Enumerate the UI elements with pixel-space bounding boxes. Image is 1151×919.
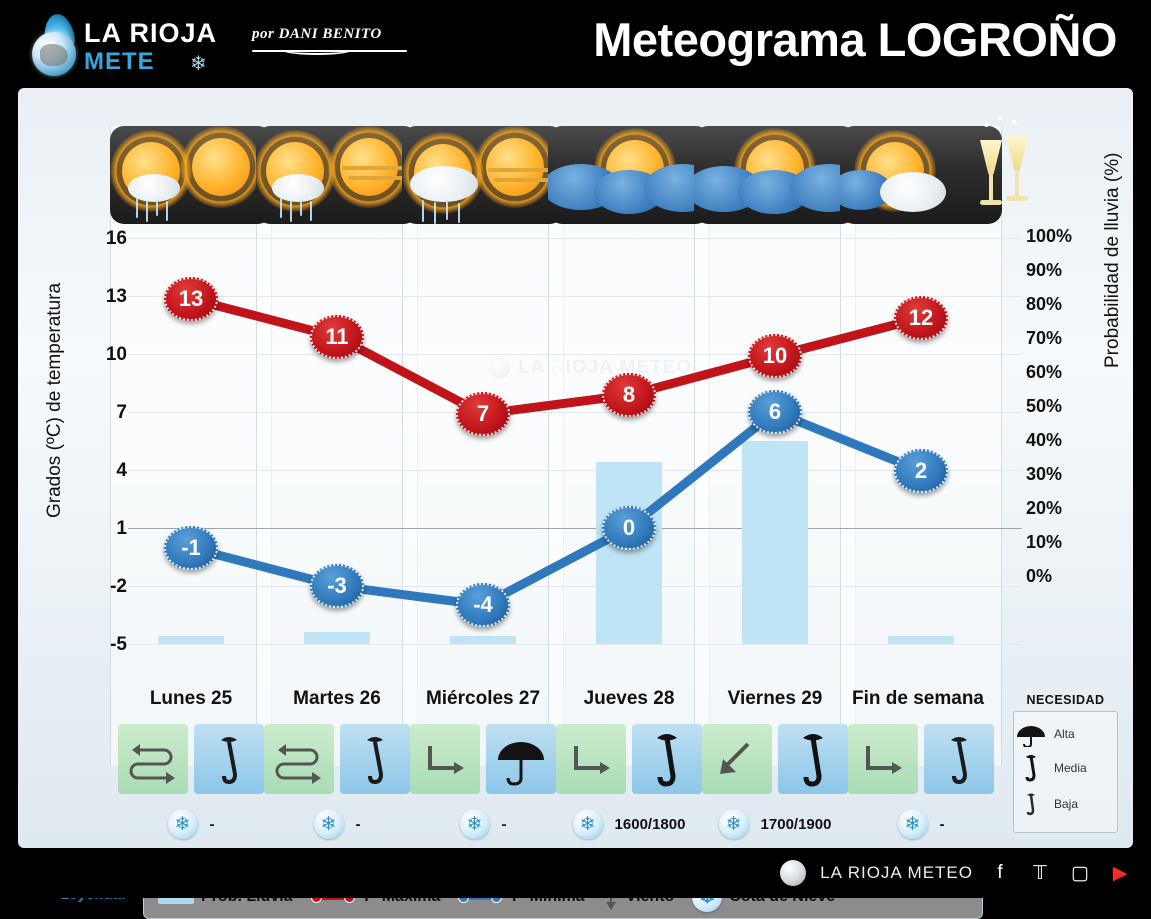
necesidad-item-media <box>1014 752 1119 783</box>
sun-icon <box>486 138 544 196</box>
tmax-node-0: 13 <box>164 277 218 321</box>
wind-box-2 <box>410 724 480 794</box>
brand-logo <box>22 8 242 80</box>
tmin-node-1: -3 <box>310 564 364 608</box>
y-tick-1: 1 <box>116 518 127 539</box>
tmin-node-5: 2 <box>894 449 948 493</box>
rain-icon <box>146 200 148 222</box>
day-label-2: Miércoles 27 <box>425 688 541 709</box>
umbrella-box-0 <box>194 724 264 794</box>
tmin-node-2: -4 <box>456 583 510 627</box>
rain-icon <box>422 200 424 222</box>
snow-level-0: - <box>209 815 215 833</box>
necesidad-box <box>1013 711 1118 833</box>
champagne-icon <box>968 118 1038 238</box>
tmin-node-4: 6 <box>748 390 802 434</box>
umbrella-box-3 <box>632 724 702 794</box>
temperature-lines <box>128 226 1022 674</box>
day-label-0: Lunes 25 <box>149 688 233 709</box>
day-label-1: Martes 26 <box>293 688 381 709</box>
snow-row-3 <box>548 802 710 846</box>
y-tick-10: 10 <box>105 344 127 365</box>
rain-icon <box>300 198 302 216</box>
rain-icon <box>458 203 460 223</box>
meteogram-panel <box>18 88 1133 848</box>
necesidad-title: NECESIDAD <box>1026 693 1105 707</box>
globe-icon <box>32 32 76 76</box>
y2-tick-10: 10% <box>1026 532 1063 552</box>
y2-tick-70: 70% <box>1026 328 1063 348</box>
y-tick-16: 16 <box>105 228 127 249</box>
wind-icon <box>488 168 550 172</box>
umbrella-box-1 <box>340 724 410 794</box>
snowflake-icon: ❄ <box>573 809 603 839</box>
snowflake-icon: ❄ <box>190 53 207 75</box>
y2-tick-30: 30% <box>1026 464 1063 484</box>
author-underline <box>252 50 407 52</box>
page-footer <box>0 848 1151 898</box>
y2-tick-90: 90% <box>1026 260 1063 280</box>
logo-line2: METE <box>84 48 155 75</box>
y2-tick-50: 50% <box>1026 396 1063 416</box>
day-label-4: Viernes 29 <box>727 688 823 709</box>
wind-icon <box>342 166 404 170</box>
necesidad-label-alta: Alta <box>1054 726 1075 741</box>
y2-tick-100: 100% <box>1026 226 1073 246</box>
day-label-5: Fin de semana <box>852 688 984 709</box>
necesidad-legend <box>1013 693 1118 838</box>
snow-row-1 <box>256 802 418 846</box>
tmin-node-3: 0 <box>602 506 656 550</box>
snow-level-2: - <box>501 815 507 833</box>
necesidad-item-alta <box>1014 718 1119 749</box>
y2-tick-0: 0% <box>1026 566 1053 586</box>
wind-box-3 <box>556 724 626 794</box>
rain-icon <box>136 198 138 218</box>
rain-icon <box>434 202 436 224</box>
y2-tick-20: 20% <box>1026 498 1063 518</box>
cloud-icon <box>410 166 478 202</box>
page-title: Meteograma LOGROÑO <box>593 13 1117 66</box>
twitter-icon[interactable]: 𝕋 <box>1033 862 1047 884</box>
tmax-node-3: 8 <box>602 373 656 417</box>
snow-level-4: 1700/1900 <box>760 815 832 833</box>
umbrella-small-icon <box>1014 790 1048 818</box>
weather-icon-box-1 <box>256 126 418 224</box>
rain-icon <box>446 200 448 220</box>
snow-row-4 <box>694 802 856 846</box>
necesidad-item-baja <box>1014 788 1119 819</box>
snow-cloud-icon <box>880 172 946 212</box>
umbrella-open-icon <box>1014 721 1048 747</box>
snowflake-icon: ❄ <box>168 809 198 839</box>
necesidad-label-baja: Baja <box>1054 796 1079 811</box>
tmin-node-0: -1 <box>164 526 218 570</box>
y-tick-m5: -5 <box>110 634 127 655</box>
y2-tick-40: 40% <box>1026 430 1063 450</box>
necesidad-label-media: Media <box>1054 760 1087 775</box>
tmax-node-1: 11 <box>310 315 364 359</box>
tmax-node-5: 12 <box>894 296 948 340</box>
snow-row-0 <box>110 802 272 846</box>
rain-icon <box>156 198 158 216</box>
snowflake-icon: ❄ <box>314 809 344 839</box>
snow-level-5: - <box>939 815 945 833</box>
tmax-node-2: 7 <box>456 392 510 436</box>
snowflake-icon: ❄ <box>719 809 749 839</box>
snowflake-icon: ❄ <box>898 809 928 839</box>
sun-icon <box>192 138 250 196</box>
y-tick-13: 13 <box>105 286 127 307</box>
page-header <box>0 0 1151 88</box>
umbrella-box-2 <box>486 724 556 794</box>
y2-tick-60: 60% <box>1026 362 1063 382</box>
logo-line1: LA RIOJA <box>84 18 218 48</box>
weather-icon-box-2 <box>402 126 564 224</box>
wind-icon <box>494 178 550 182</box>
rain-icon <box>280 198 282 218</box>
day-label-3: Jueves 28 <box>583 688 675 709</box>
snow-row-5 <box>840 802 1002 846</box>
rain-icon <box>290 200 292 222</box>
y-tick-4: 4 <box>116 460 127 481</box>
weather-icon-box-0 <box>110 126 272 224</box>
left-axis-title: Grados (ºC) de temperatura <box>44 282 65 518</box>
wind-icon <box>348 176 404 180</box>
y-tick-7: 7 <box>116 402 127 423</box>
chart-plot-area <box>128 226 1022 674</box>
youtube-icon[interactable]: ▶ <box>1112 862 1128 884</box>
tmax-node-4: 10 <box>748 334 802 378</box>
umbrella-closed-icon <box>1014 753 1048 783</box>
snow-level-1: - <box>355 815 361 833</box>
footer-globe-icon <box>780 860 806 886</box>
snowflake-icon: ❄ <box>460 809 490 839</box>
facebook-icon[interactable]: f <box>997 862 1003 883</box>
footer-brand: LA RIOJA METEO <box>820 863 973 882</box>
right-axis-title: Probabilidad de lluvia (%) <box>1102 152 1123 368</box>
snow-level-3: 1600/1800 <box>614 815 686 833</box>
umbrella-box-5 <box>924 724 994 794</box>
y2-tick-80: 80% <box>1026 294 1063 314</box>
rain-icon <box>166 201 168 221</box>
snow-row-2 <box>402 802 564 846</box>
instagram-icon[interactable]: ▢ <box>1071 862 1089 884</box>
author-credit <box>252 26 422 66</box>
y-tick-m2: -2 <box>110 576 127 597</box>
umbrella-box-4 <box>778 724 848 794</box>
wind-box-0 <box>118 724 188 794</box>
weather-icon-box-3 <box>548 126 710 224</box>
rain-icon <box>310 201 312 221</box>
author-text: por DANI BENITO <box>252 26 382 42</box>
wind-box-4 <box>702 724 772 794</box>
wind-box-5 <box>848 724 918 794</box>
weather-icon-box-4 <box>694 126 856 224</box>
wind-box-1 <box>264 724 334 794</box>
